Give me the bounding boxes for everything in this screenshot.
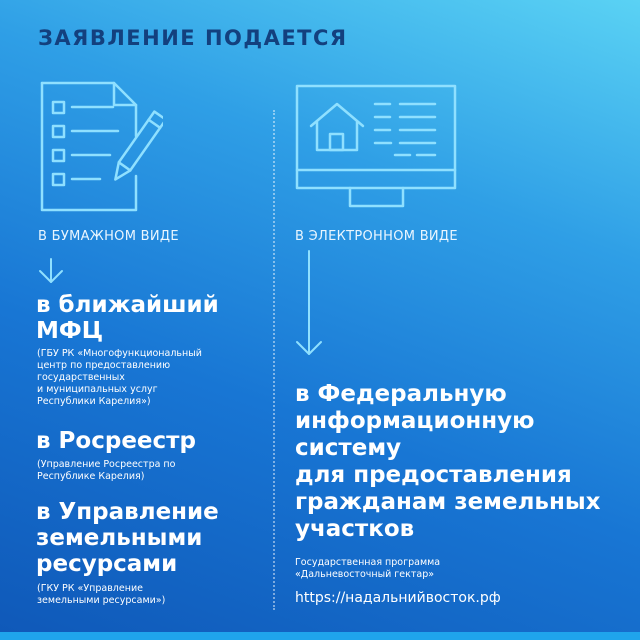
- electronic-caption: В ЭЛЕКТРОННОМ ВИДЕ: [295, 229, 458, 244]
- option-mfc-note: (ГБУ РК «Многофункциональный центр по предоставлению государственных и муниципальных услуг Республики Карелия»): [37, 348, 202, 407]
- website-link[interactable]: https://надальнийвосток.рф: [295, 590, 501, 606]
- long-arrow-down-icon: [295, 250, 323, 358]
- page-title: ЗАЯВЛЕНИЕ ПОДАЕТСЯ: [38, 26, 348, 50]
- program-note: Государственная программа «Дальневосточный гектар»: [295, 557, 441, 580]
- paper-caption: В БУМАЖНОМ ВИДЕ: [38, 229, 179, 244]
- option-mfc-heading: в ближайший МФЦ: [36, 292, 219, 344]
- document-pen-icon: [38, 80, 163, 215]
- option-rosreestr-heading: в Росреестр: [36, 428, 196, 454]
- column-divider: [273, 110, 275, 610]
- bottom-bar: [0, 632, 640, 640]
- monitor-house-icon: [295, 84, 460, 214]
- option-land-resources-heading: в Управление земельными ресурсами: [36, 499, 219, 577]
- electronic-heading: в Федеральную информационную систему для предоставления гражданам земельных участков: [295, 381, 601, 542]
- option-land-resources-note: (ГКУ РК «Управление земельными ресурсами»): [37, 583, 166, 606]
- arrow-down-icon: [38, 258, 64, 284]
- option-rosreestr-note: (Управление Росреестра по Республике Карелия): [37, 459, 176, 482]
